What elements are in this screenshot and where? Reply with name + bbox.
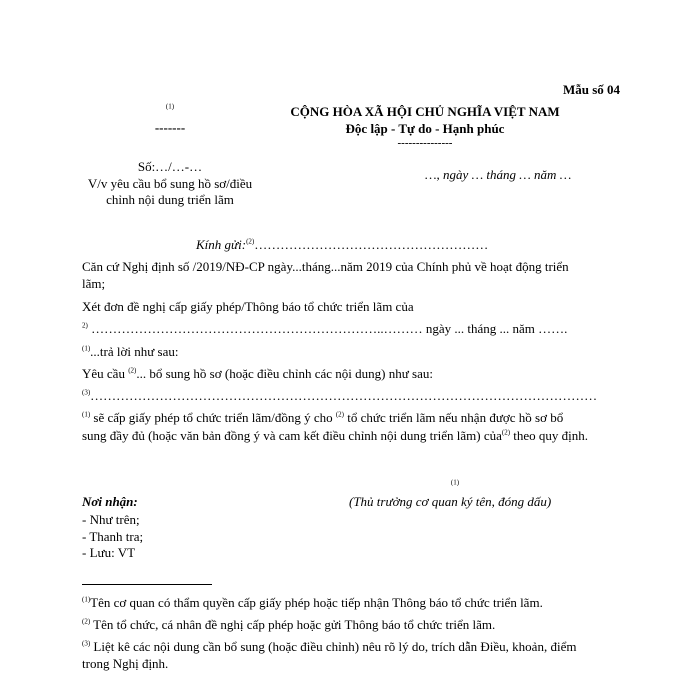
agency-dashes: ------- bbox=[154, 120, 186, 135]
reply-line: $^{(1)}$...trả lời như sau: bbox=[82, 344, 179, 359]
commitment-line-1: $^{(1)}$ sẽ cấp giấy phép tổ chức triển lãm/đồng ý cho $^{(2)}$ tổ chức triển lãm nếu nhận được hồ sơ bổ bbox=[82, 410, 564, 425]
recipients-title: Nơi nhận: bbox=[82, 494, 138, 509]
document-date: …, ngày … tháng … năm … bbox=[425, 167, 572, 182]
greeting: Kính gửi:$^{(2)}$……………………………………………… bbox=[196, 237, 489, 252]
commitment-line-2: sung đầy đủ (hoặc văn bản đồng ý và cam kết điều chỉnh nội dung triển lãm) của$^{(2)}$ theo quy định. bbox=[82, 428, 589, 443]
recipient-item: - Thanh tra; bbox=[82, 529, 144, 544]
document-number: Số:…/…-… bbox=[137, 159, 203, 174]
basis-line-2: lãm; bbox=[82, 276, 106, 291]
footnote-3-continuation: trong Nghị định. bbox=[82, 656, 169, 671]
motto-dashes: --------------- bbox=[397, 137, 453, 149]
form-number: Mẫu số 04 bbox=[563, 82, 621, 97]
review-line: Xét đơn đề nghị cấp giấy phép/Thông báo tổ chức triển lãm của bbox=[82, 299, 414, 314]
motto: Độc lập - Tự do - Hạnh phúc bbox=[345, 121, 505, 136]
country-heading: CỘNG HÒA XÃ HỘI CHỦ NGHĨA VIỆT NAM bbox=[290, 104, 560, 119]
footnote-3: $^{(3)}$ Liệt kê các nội dung cần bổ sung (hoặc điều chỉnh) nêu rõ lý do, trích dẫn Điều, khoản, điểm bbox=[82, 639, 577, 654]
subject-line-1: V/v yêu cầu bổ sung hồ sơ/điều bbox=[87, 176, 253, 191]
request-line: Yêu cầu $^{(2)}$... bổ sung hồ sơ (hoặc điều chỉnh các nội dung) như sau: bbox=[82, 366, 433, 381]
recipient-item: - Như trên; bbox=[82, 512, 140, 527]
items-line: $^{(3)}$……………………………………………………………………………………………………… bbox=[82, 388, 598, 403]
footnote-divider bbox=[82, 584, 212, 585]
footnote-1: $^{(1)}$Tên cơ quan có thẩm quyền cấp giấy phép hoặc tiếp nhận Thông báo tổ chức triển lãm. bbox=[82, 595, 543, 610]
recipient-item: - Lưu: VT bbox=[82, 545, 136, 560]
greeting-dots: ……………………………………………… bbox=[254, 237, 489, 252]
subject-line-2: chỉnh nội dung triển lãm bbox=[106, 192, 234, 207]
footnote-2: $^{(2)}$ Tên tổ chức, cá nhân đề nghị cấp phép hoặc gửi Thông báo tổ chức triển lãm. bbox=[82, 617, 496, 632]
greeting-label: Kính gửi: bbox=[196, 237, 247, 252]
applicant-line: $^{2)}$ …………………………………………………………..……… ngày ... tháng ... năm ……. bbox=[82, 321, 568, 336]
basis-line-1: Căn cứ Nghị định số /2019/NĐ-CP ngày...tháng...năm 2019 của Chính phủ về hoạt động triển bbox=[82, 259, 569, 274]
signature-note: (1) bbox=[450, 478, 460, 487]
signature-caption: (Thủ trưởng cơ quan ký tên, đóng dấu) bbox=[349, 494, 552, 509]
agency-note: (1) bbox=[165, 102, 175, 111]
